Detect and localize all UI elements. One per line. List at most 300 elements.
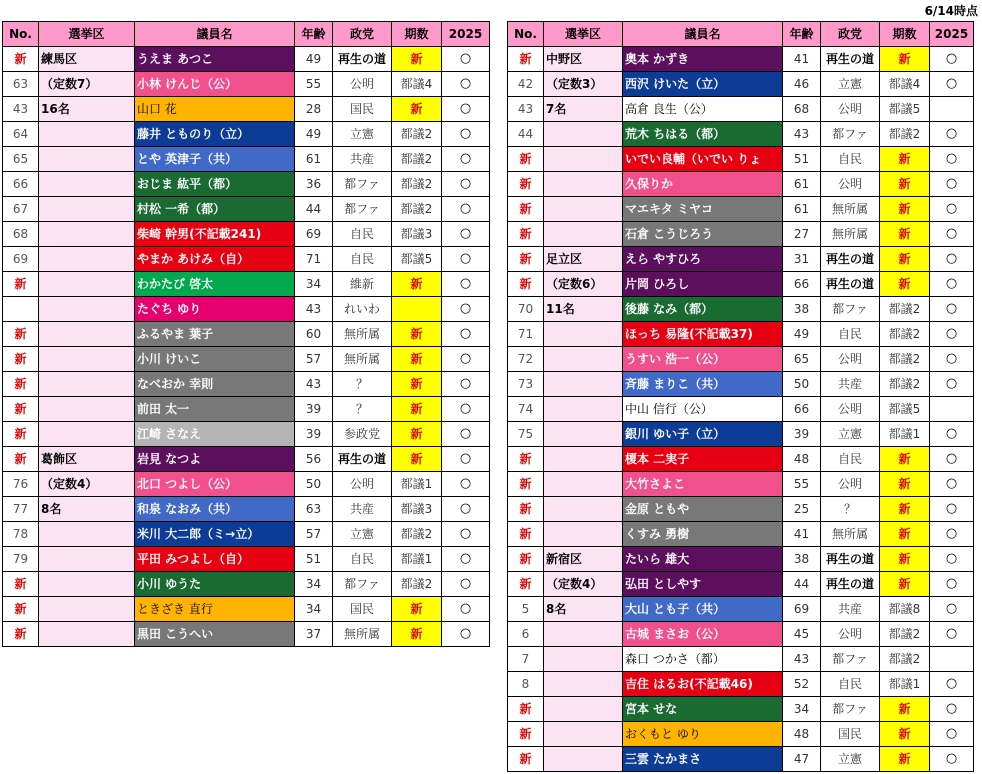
cell-district [544,222,623,247]
cell-age: 39 [295,422,333,447]
cell-district [39,322,135,347]
cell-district [544,722,623,747]
cell-party: 再生の道 [821,272,880,297]
table-row [3,272,490,297]
cell-no: 新 [3,447,39,472]
header-no: No. [3,22,39,47]
cell-2025: ○ [442,322,490,347]
table-row [508,247,974,272]
table-row [508,272,974,297]
cell-term: 新 [880,572,930,597]
cell-term: 都議2 [880,122,930,147]
cell-district [544,672,623,697]
cell-age: 39 [783,422,821,447]
cell-term: 都議3 [392,222,442,247]
cell-party: 都ファ [333,197,392,222]
cell-name: ときざき 直行 [135,597,295,622]
cell-term: 都議4 [880,72,930,97]
cell-district: 8名 [39,497,135,522]
cell-party: 公明 [821,472,880,497]
cell-term: 新 [392,422,442,447]
cell-name: 森口 つかさ（都） [623,647,783,672]
cell-age: 45 [783,622,821,647]
cell-2025 [930,647,974,672]
cell-no: 新 [3,572,39,597]
cell-party: 無所属 [333,347,392,372]
cell-age: 47 [783,747,821,772]
cell-no: 44 [508,122,544,147]
cell-name: 大山 とも子（共） [623,597,783,622]
cell-2025: ○ [442,397,490,422]
cell-2025: ○ [442,247,490,272]
cell-term: 新 [880,522,930,547]
cell-age: 49 [295,122,333,147]
cell-district [39,522,135,547]
cell-age: 28 [295,97,333,122]
cell-term: 都議3 [392,497,442,522]
cell-district [544,647,623,672]
cell-district [39,547,135,572]
table-row [508,397,974,422]
cell-party: 国民 [821,722,880,747]
cell-age: 61 [295,147,333,172]
cell-no: 75 [508,422,544,447]
cell-party: 都ファ [333,572,392,597]
cell-no: 新 [508,547,544,572]
cell-no: 新 [508,197,544,222]
cell-no: 42 [508,72,544,97]
cell-party: 都ファ [821,697,880,722]
cell-age: 49 [783,322,821,347]
cell-party: 無所属 [821,197,880,222]
cell-name: たぐち ゆり [135,297,295,322]
cell-party: 維新 [333,272,392,297]
cell-no: 63 [3,72,39,97]
cell-age: 34 [295,597,333,622]
cell-2025: ○ [930,47,974,72]
cell-age: 51 [783,147,821,172]
cell-2025: ○ [442,72,490,97]
cell-age: 61 [783,172,821,197]
cell-district: 8名 [544,597,623,622]
cell-district [544,447,623,472]
cell-age: 51 [295,547,333,572]
cell-age: 46 [783,72,821,97]
table-row [3,122,490,147]
cell-party: 無所属 [821,522,880,547]
cell-term: 都議2 [880,622,930,647]
cell-no: 5 [508,597,544,622]
cell-2025: ○ [442,272,490,297]
cell-party: ？ [821,497,880,522]
table-row [508,572,974,597]
cell-2025: ○ [930,547,974,572]
cell-district: 足立区 [544,247,623,272]
cell-name: マエキタ ミヤコ [623,197,783,222]
table-row [3,397,490,422]
cell-district [39,247,135,272]
table-row [508,147,974,172]
cell-name: 江崎 さなえ [135,422,295,447]
cell-party: 無所属 [333,322,392,347]
cell-name: 後藤 なみ（都） [623,297,783,322]
cell-no: 79 [3,547,39,572]
cell-party: 無所属 [333,622,392,647]
cell-term: 都議2 [392,147,442,172]
cell-district [544,322,623,347]
cell-name: 弘田 としやす [623,572,783,597]
cell-party: 共産 [821,597,880,622]
cell-age: 34 [783,697,821,722]
cell-age: 38 [783,547,821,572]
cell-age: 55 [295,72,333,97]
table-row [508,422,974,447]
cell-term: 都議2 [392,197,442,222]
cell-age: 48 [783,447,821,472]
cell-2025: ○ [442,47,490,72]
cell-2025: ○ [930,622,974,647]
cell-2025: ○ [930,172,974,197]
cell-age: 66 [783,272,821,297]
header-age: 年齢 [295,22,333,47]
cell-age: 48 [783,722,821,747]
table-row [508,97,974,122]
cell-age: 27 [783,222,821,247]
cell-district [39,622,135,647]
table-row [3,522,490,547]
header-party: 政党 [333,22,392,47]
cell-name: 村松 一希（都） [135,197,295,222]
cell-district: 16名 [39,97,135,122]
cell-no: 67 [3,197,39,222]
cell-age: 65 [783,347,821,372]
table-row [508,472,974,497]
cell-age: 39 [295,397,333,422]
cell-no: 71 [508,322,544,347]
cell-party: 自民 [333,247,392,272]
cell-party: 再生の道 [821,47,880,72]
cell-district: （定数4） [39,472,135,497]
cell-2025: ○ [442,447,490,472]
cell-name: 米川 大二郎（ミ→立） [135,522,295,547]
cell-name: おくもと ゆり [623,722,783,747]
cell-name: 榎本 二実子 [623,447,783,472]
cell-no: 新 [3,322,39,347]
cell-no: 新 [508,497,544,522]
table-row [508,447,974,472]
cell-name: 小川 ゆうた [135,572,295,597]
table-row [3,472,490,497]
cell-district [544,372,623,397]
table-row [3,247,490,272]
cell-no: 6 [508,622,544,647]
cell-party: ？ [333,397,392,422]
cell-district [39,347,135,372]
header-2025: 2025 [442,22,490,47]
cell-name: 小林 けんじ（公） [135,72,295,97]
cell-term: 新 [880,47,930,72]
cell-2025: ○ [442,222,490,247]
cell-party: 公明 [821,397,880,422]
cell-term: 新 [392,397,442,422]
cell-name: 山口 花 [135,97,295,122]
cell-no [3,297,39,322]
cell-party: 公明 [821,347,880,372]
cell-no: 76 [3,472,39,497]
cell-district [544,147,623,172]
cell-2025: ○ [930,222,974,247]
cell-party: 都ファ [821,297,880,322]
cell-party: 再生の道 [333,447,392,472]
cell-2025: ○ [442,147,490,172]
cell-term: 都議1 [392,472,442,497]
cell-name: いでい良輔（いでい りょ [623,147,783,172]
cell-term: 都議8 [880,597,930,622]
cell-no: 66 [3,172,39,197]
cell-term: 新 [392,47,442,72]
cell-party: 再生の道 [821,547,880,572]
cell-no: 新 [3,372,39,397]
cell-name: 中山 信行（公） [623,397,783,422]
cell-term: 新 [880,497,930,522]
cell-name: わかたび 啓太 [135,272,295,297]
cell-term: 新 [392,622,442,647]
cell-age: 57 [295,522,333,547]
cell-name: やまか あけみ（自） [135,247,295,272]
cell-name: 宮本 せな [623,697,783,722]
table-row [3,297,490,322]
cell-party: 共産 [821,372,880,397]
cell-party: 立憲 [821,72,880,97]
cell-term: 都議2 [880,297,930,322]
table-row [3,47,490,72]
cell-district: 中野区 [544,47,623,72]
cell-district: （定数7） [39,72,135,97]
cell-age: 31 [783,247,821,272]
cell-no: 新 [3,422,39,447]
cell-party: 公明 [333,472,392,497]
cell-district: 新宿区 [544,547,623,572]
cell-2025: ○ [930,522,974,547]
cell-no: 新 [508,697,544,722]
cell-age: 60 [295,322,333,347]
cell-name: くすみ 勇樹 [623,522,783,547]
cell-party: 公明 [821,622,880,647]
cell-party: 立憲 [821,747,880,772]
cell-age: 69 [295,222,333,247]
cell-party: 公明 [333,72,392,97]
cell-name: 片岡 ひろし [623,272,783,297]
cell-age: 49 [295,47,333,72]
cell-age: 43 [783,647,821,672]
cell-district [39,122,135,147]
cell-district [544,422,623,447]
cell-2025: ○ [442,197,490,222]
cell-age: 71 [295,247,333,272]
cell-age: 37 [295,622,333,647]
table-row [508,547,974,572]
cell-2025: ○ [442,122,490,147]
table-row [508,497,974,522]
cell-district: 11名 [544,297,623,322]
cell-term: 新 [880,222,930,247]
cell-term: 都議4 [392,72,442,97]
cell-name: とや 英津子（共） [135,147,295,172]
cell-term: 新 [880,722,930,747]
cell-district [544,397,623,422]
cell-term: 都議2 [392,522,442,547]
cell-party: 再生の道 [333,47,392,72]
cell-no: 77 [3,497,39,522]
cell-no: 新 [508,447,544,472]
cell-age: 38 [783,297,821,322]
cell-term: 都議2 [392,572,442,597]
table-row [508,597,974,622]
cell-2025: ○ [442,372,490,397]
cell-age: 52 [783,672,821,697]
header-row [508,22,974,47]
cell-name: 柴崎 幹男(不記載241) [135,222,295,247]
cell-term: 新 [880,272,930,297]
cell-name: 藤井 とものり（立） [135,122,295,147]
cell-age: 44 [783,572,821,597]
cell-no: 新 [3,347,39,372]
cell-name: 小川 けいこ [135,347,295,372]
table-row [3,447,490,472]
cell-age: 69 [783,597,821,622]
cell-district [39,172,135,197]
cell-party: 公明 [821,97,880,122]
cell-term: 新 [392,347,442,372]
cell-term: 新 [880,472,930,497]
left-candidate-table [2,21,490,647]
cell-2025 [930,97,974,122]
cell-2025: ○ [442,297,490,322]
header-term: 期数 [392,22,442,47]
cell-no: 69 [3,247,39,272]
cell-term: 都議1 [392,547,442,572]
cell-term: 都議2 [880,647,930,672]
cell-district: （定数3） [544,72,623,97]
cell-2025: ○ [442,572,490,597]
cell-name: 前田 太一 [135,397,295,422]
cell-age: 61 [783,197,821,222]
cell-no: 新 [508,572,544,597]
cell-2025: ○ [930,722,974,747]
cell-no: 新 [3,597,39,622]
cell-term: 都議5 [880,397,930,422]
cell-district [544,347,623,372]
cell-district [39,397,135,422]
cell-age: 66 [783,397,821,422]
cell-age: 43 [295,297,333,322]
cell-district: （定数4） [544,572,623,597]
cell-2025: ○ [930,472,974,497]
cell-party: 自民 [333,547,392,572]
table-row [3,222,490,247]
cell-no: 新 [508,222,544,247]
cell-name: 三雲 たかまさ [623,747,783,772]
cell-no: 65 [3,147,39,172]
cell-2025: ○ [930,147,974,172]
cell-party: 都ファ [333,172,392,197]
cell-term: 新 [880,147,930,172]
cell-2025: ○ [442,422,490,447]
table-row [3,97,490,122]
cell-party: 自民 [821,322,880,347]
cell-district [39,197,135,222]
table-row [508,747,974,772]
cell-party: 共産 [333,497,392,522]
cell-name: ふるやま 葉子 [135,322,295,347]
table-row [508,697,974,722]
cell-name: うすい 浩一（公） [623,347,783,372]
cell-term: 都議2 [880,322,930,347]
cell-term: 新 [880,172,930,197]
header-term: 期数 [880,22,930,47]
header-party: 政党 [821,22,880,47]
cell-2025: ○ [442,622,490,647]
cell-age: 63 [295,497,333,522]
cell-district [39,222,135,247]
cell-district [39,372,135,397]
cell-district [544,622,623,647]
cell-age: 43 [783,122,821,147]
cell-age: 41 [783,47,821,72]
cell-term: 新 [880,697,930,722]
cell-district [544,472,623,497]
cell-age: 41 [783,522,821,547]
cell-name: おじま 紘平（都） [135,172,295,197]
cell-name: 岩見 なつよ [135,447,295,472]
cell-2025 [930,397,974,422]
cell-district [544,197,623,222]
cell-district: 葛飾区 [39,447,135,472]
cell-term: 新 [392,447,442,472]
cell-district [39,422,135,447]
cell-2025: ○ [442,97,490,122]
table-row [3,422,490,447]
cell-age: 34 [295,572,333,597]
cell-party: 自民 [821,147,880,172]
cell-name: 和泉 なおみ（共） [135,497,295,522]
cell-name: 石倉 こうじろう [623,222,783,247]
cell-term: 都議5 [392,247,442,272]
cell-age: 43 [295,372,333,397]
table-row [508,197,974,222]
cell-name: うえま あつこ [135,47,295,72]
table-row [508,172,974,197]
table-row [508,222,974,247]
cell-name: 西沢 けいた（立） [623,72,783,97]
table-row [508,522,974,547]
table-row [3,347,490,372]
cell-district [544,522,623,547]
cell-party: 都ファ [821,122,880,147]
cell-no: 43 [3,97,39,122]
cell-district [544,697,623,722]
cell-no: 新 [3,397,39,422]
cell-name: ほっち 易隆(不記載37) [623,322,783,347]
cell-2025: ○ [930,347,974,372]
cell-2025: ○ [442,522,490,547]
cell-term: 新 [392,97,442,122]
table-row [3,622,490,647]
cell-no: 43 [508,97,544,122]
cell-district [39,272,135,297]
table-row [3,147,490,172]
cell-term: 都議2 [392,122,442,147]
